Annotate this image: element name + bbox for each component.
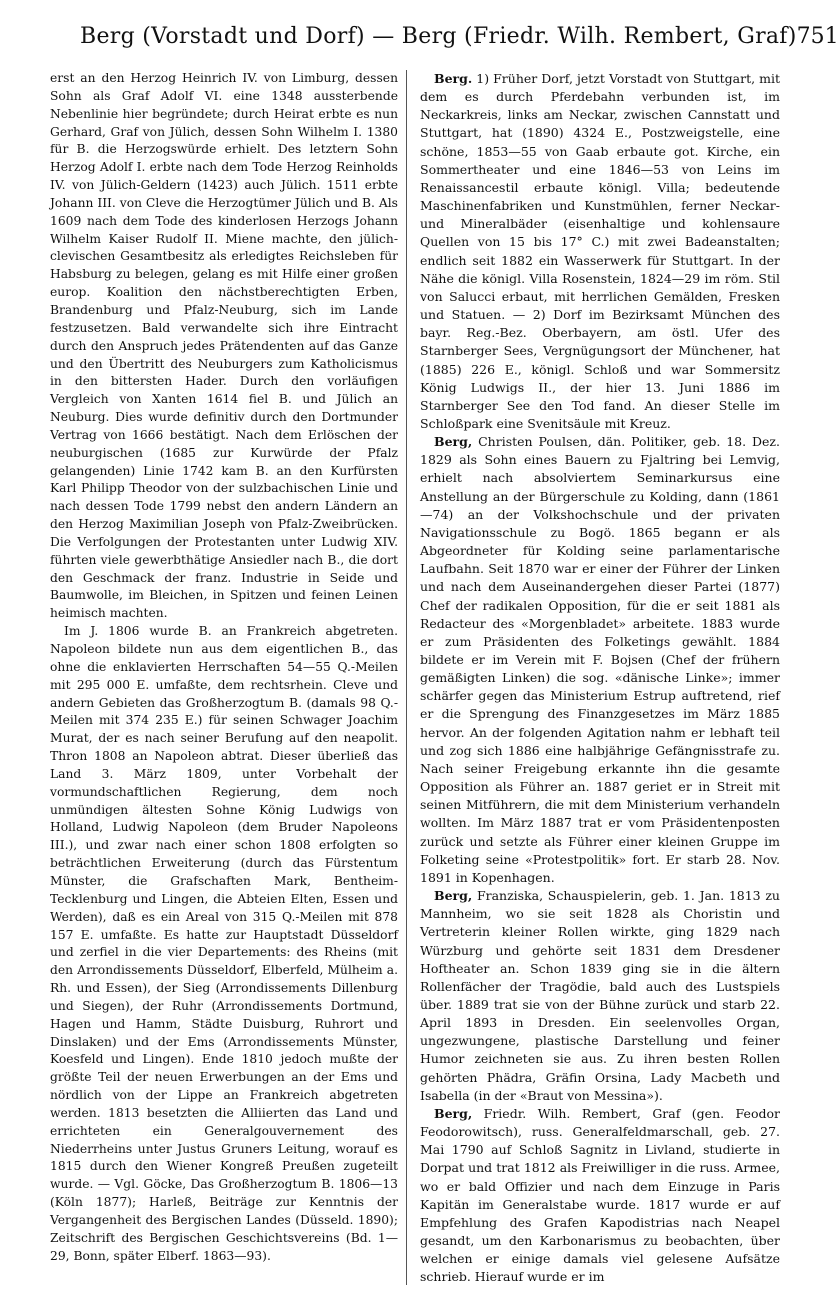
paragraph: Im J. 1806 wurde B. an Frankreich abgetreten. Napoleon bildete nun aus dem eigentlichen B., das ohne die enklavierten Herrschaften 54—55 Q.-Meilen mit 295 000 E. umfaßte, dem rechtsrhein. Cleve und andern Gebieten das Großherzogtum B. (damals 98 Q.-Meilen mit 374 235 E.) für seinen Schwager Joachim Murat, der es nach seiner Berufung auf den neapolit. Thron 1808 an Napoleon abtrat. Dieser überließ das Land 3. März 1809, unter Vorbehalt der vormundschaftlichen Regierung, dem noch unmündigen ältesten Sohne König Ludwigs von Holland, Ludwig Napoleon (dem Bruder Napoleons III.), und zwar nach einer schon 1808 erfolgten so beträchtlichen Erweiterung (durch das Fürstentum Münster, die Grafschaften Mark, Bentheim-Tecklenburg und Lingen, die Abteien Elten, Essen und Werden), daß es ein Areal von 315 Q.-Meilen mit 878 157 E. umfaßte. Es hatte zur Hauptstadt Düsseldorf und zerfiel in die vier Departements: des Rheins (mit den Arrondissements Düsseldorf, Elberfeld, Mülheim a. Rh. und Essen), der Sieg (Arrondissements Dillenburg und Siegen), der Ruhr (Arrondissements Dortmund, Hagen und Hamm, Städte Duisburg, Ruhrort und Dinslaken) und der Ems (Arrondissements Münster, Koesfeld und Lingen). Ende 1810 jedoch mußte der größte Teil der neuen Erwerbungen an der Ems und nördlich von der Lippe an Frankreich abgetreten werden. 1813 besetzten die Alliierten das Land und errichteten ein Generalgouvernement des Niederrheins unter Justus Gruners Leitung, worauf es 1815 durch den Wiener Kongreß Preußen zugeteilt wurde. — Vgl. Göcke, Das Großherzogtum B. 1806—13 (Köln 1877); Harleß, Beiträge zur Kenntnis der Vergangenheit des Bergischen Landes (Düsseld. 1890); Zeitschrift des Bergischen Geschichtsvereins (Bd. 1—29, Bonn, später Elberf. 1863—93). (50, 624, 398, 1263)
entry-text: 1) Früher Dorf, jetzt Vorstadt von Stuttgart, mit dem es durch Pferdebahn verbunden ist, im Neckarkreis, links am Neckar, zwischen Cannstatt und Stuttgart, hat (1890) 4324 E., Postzweigstelle, eine schöne, 1853—55 von Gaab erbaute got. Kirche, ein Sommertheater und eine 1846—53 von Leins im Renaissancestil erbaute königl. Villa; bedeutende Maschinenfabriken und Kunstmühlen, ferner Neckar- und Mineralbäder (eisenhaltige und kohlensaure Quellen von 15 bis 17° C.) mit zwei Badeanstalten; endlich seit 1882 ein Wasserwerk für Stuttgart. In der Nähe die königl. Villa Rosenstein, 1824—29 im röm. Stil von Salucci erbaut, mit herrlichen Gemälden, Fresken und Statuen. — 2) Dorf im Bezirksamt München des bayr. Reg.-Bez. Oberbayern, am östl. Ufer des Starnberger Sees, Vergnügungsort der Münchener, hat (1885) 226 E., königl. Schloß und war Sommersitz König Ludwigs II., der hier 13. Juni 1886 im Starnberger See den Tod fand. An dieser Stelle im Schloßpark eine Svenitsäule mit Kreuz. (420, 71, 780, 431)
page-header (80, 24, 839, 64)
entry-berg-vorstadt (420, 70, 780, 433)
entry-berg-franziska (420, 887, 780, 1105)
paragraph: erst an den Herzog Heinrich IV. von Limburg, dessen Sohn als Graf Adolf VI. eine 1348 aussterbende Nebenlinie hier begründete; durch Heirat erbte es nun Gerhard, Graf von Jülich, dessen Sohn Wilhelm I. 1380 für B. die Herzogswürde erhielt. Des letztern Sohn Herzog Adolf I. erbte nach dem Tode Herzog Reinholds IV. von Jülich-Geldern (1423) auch Jülich. 1511 erbte Johann III. von Cleve die Herzogtümer Jülich und B. Als 1609 nach dem Tode des kinderlosen Herzogs Johann Wilhelm Kaiser Rudolf II. Miene machte, den jülich-clevischen Gesamtbesitz als erledigtes Reichsleben für Habsburg zu belegen, gelang es mit Hilfe einer großen europ. Koalition den nächstberechtigten Erben, Brandenburg und Pfalz-Neuburg, sich im Lande festzusetzen. Bald verwandelte sich ihre Eintracht durch den Anspruch jedes Prätendenten auf das Ganze und den Übertritt des Neuburgers zum Katholicismus in den bittersten Hader. Durch den vorläufigen Vergleich von Xanten 1614 fiel B. und Jülich an Neuburg. Dies wurde definitiv durch den Dortmunder Vertrag von 1666 bestätigt. Nach dem Erlöschen der neuburgischen (1685 zur Kurwürde der Pfalz gelangenden) Linie 1742 kam B. an den Kurfürsten Karl Philipp Theodor von der sulzbachischen Linie und nach dessen Tode 1799 nebst den andern Ländern an den Herzog Maximilian Joseph von Pfalz-Zweibrücken. Die Verfolgungen der Protestanten unter Ludwig XIV. führten viele gewerbthätige Ansiedler nach B., die dort den Geschmack der franz. Industrie in Seide und Baumwolle, im Bleichen, in Spitzen und feinen Leinen heimisch machten. (50, 71, 398, 621)
entry-text: Christen Poulsen, dän. Politiker, geb. 18. Dez. 1829 als Sohn eines Bauern zu Fjaltring bei Lemvig, erhielt nach absolviertem Seminarkursus eine Anstellung an der Bürgerschule zu Kolding, dann (1861—74) an der Volkshochschule und der privaten Navigationsschule zu Bogö. 1865 begann er als Abgeordneter für Kolding seine parlamentarische Laufbahn. Seit 1870 war er einer der Führer der Linken und nach dem Auseinandergehen dieser Partei (1877) Chef der radikalen Opposition, für die er seit 1881 als Redacteur des «Morgenbladet» arbeitete. 1883 wurde er zum Präsidenten des Folketings gewählt. 1884 bildete er im Verein mit F. Bojsen (Chef der frühern gemäßigten Linken) die sog. «dänische Linke»; immer schärfer gegen das Ministerium Estrup auftretend, rief er die Sprengung des Finanzgesetzes im März 1885 hervor. An der folgenden Agitation nahm er lebhaft teil und zog sich 1886 eine halbjährige Gefängnisstrafe zu. Nach seiner Freigebung erkannte ihn die gesamte Opposition als Führer an. 1887 geriet er in Streit mit seinen Mitführern, die mit dem Ministerium verhandeln wollten. Im März 1887 trat er vom Präsidentenposten zurück und setzte als Führer einer kleinen Gruppe im Folketing seine «Protestpolitik» fort. Er starb 28. Nov. 1891 in Kopenhagen. (420, 434, 780, 885)
entry-text: Franziska, Schauspielerin, geb. 1. Jan. 1813 zu Mannheim, wo sie seit 1828 als Choristin und Vertreterin kleiner Rollen wirkte, ging 1829 nach Würzburg und gehörte seit 1831 dem Dresdener Hoftheater an. Schon 1839 ging sie in die ältern Rollenfächer der Tragödie, bald auch des Lustspiels über. 1889 trat sie von der Bühne zurück und starb 22. April 1893 in Dresden. Ein seelenvolles Organ, ungezwungene, plastische Darstellung und feiner Humor zeichneten sie aus. Zu ihren besten Rollen gehörten Phädra, Gräfin Orsina, Lady Macbeth und Isabella (in der «Braut von Messina»). (420, 888, 780, 1103)
right-column (420, 70, 780, 1286)
entry-text: Friedr. Wilh. Rembert, Graf (gen. Feodor Feodorowitsch), russ. Generalfeldmarschall, geb. 27. Mai 1790 auf Schloß Sagnitz in Livland, studierte in Dorpat und trat 1812 als Freiwilliger in die russ. Armee, wo er bald Offizier und nach dem Einzuge in Paris Kapitän im Generalstabe wurde. 1817 wurde er auf Empfehlung des Grafen Kapodistrias nach Neapel gesandt, um den Karbonarismus zu beobachten, über welchen er einige damals viel gelesene Aufsätze schrieb. Hierauf wurde er im (420, 1105, 780, 1285)
entry-lemma: Berg, (434, 434, 473, 450)
entry-lemma: Berg, (434, 1105, 473, 1121)
page-number: 751 (796, 24, 839, 49)
entry-berg-christen (420, 433, 780, 887)
running-title: Berg (Vorstadt und Dorf) — Berg (Friedr. Wilh. Rembert, Graf) (80, 24, 797, 49)
entry-lemma: Berg. (434, 71, 473, 86)
left-column (50, 70, 398, 1266)
entry-berg-friedrich (420, 1105, 780, 1287)
column-divider (406, 70, 407, 1285)
entry-lemma: Berg, (434, 888, 473, 904)
